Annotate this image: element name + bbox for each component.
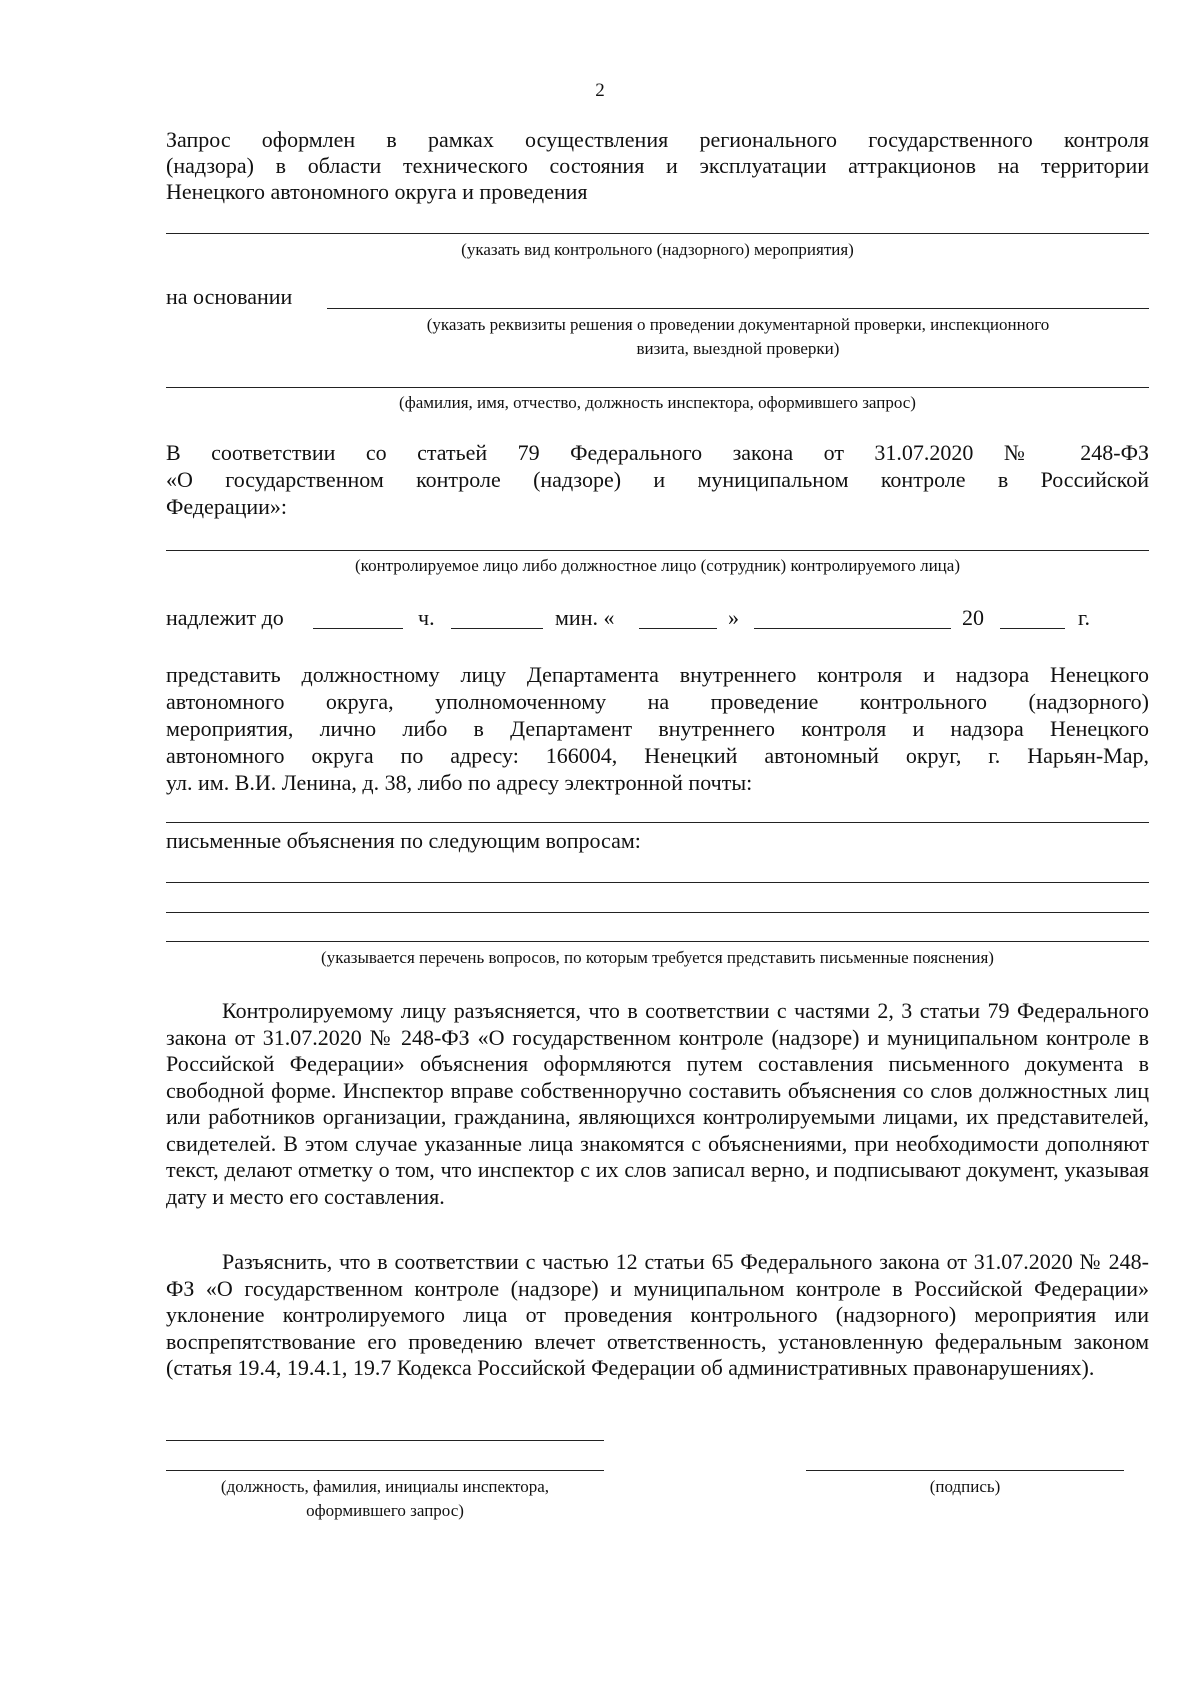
deadline-minutes-blank bbox=[451, 628, 543, 629]
intro-line-3: Ненецкого автономного округа и проведения bbox=[166, 179, 588, 204]
intro-line-2: (надзора) в области технического состояния и эксплуатации аттракционов на территории bbox=[166, 153, 1149, 178]
deadline-year-prefix: 20 bbox=[962, 605, 984, 630]
deadline-minutes-label: мин. « bbox=[555, 605, 615, 630]
submit-line-3: мероприятия, лично либо в Департамент внутреннего контроля и надзора Ненецкого bbox=[166, 716, 1149, 741]
question-blank-line-2 bbox=[166, 912, 1149, 913]
deadline-year-suffix: г. bbox=[1078, 605, 1091, 630]
question-blank-line-1 bbox=[166, 882, 1149, 883]
submit-line-2: автономного округа, уполномоченному на проведение контрольного (надзорного) bbox=[166, 689, 1149, 714]
deadline-hours-label: ч. bbox=[418, 605, 435, 630]
submit-line-1: представить должностному лицу Департамента внутреннего контроля и надзора Ненецкого bbox=[166, 662, 1149, 687]
intro-line-1: Запрос оформлен в рамках осуществления регионального государственного контроля bbox=[166, 127, 1149, 152]
controlled-person-caption: (контролируемое лицо либо должностное лицо (сотрудник) контролируемого лица) bbox=[355, 556, 960, 575]
submit-line-5: ул. им. В.И. Ленина, д. 38, либо по адресу электронной почты: bbox=[166, 770, 753, 795]
basis-label: на основании bbox=[166, 284, 293, 309]
warning-paragraph: Разъяснить, что в соответствии с частью 12 статьи 65 Федерального закона от 31.07.2020 № 248-ФЗ «О государственном контроле (надзоре) и муниципальном контроле в Российской Федерации» уклонение контролируемого лица от проведения контрольного (надзорного) мероприятия или воспрепятствование его проведению влечет ответственность, установленную федеральным законом (статья 19.4, 19.4.1, 19.7 Кодекса Российской Федерации об административных правонарушениях). bbox=[166, 1249, 1149, 1380]
signature-blank-line bbox=[806, 1470, 1124, 1471]
inspector-blank-line bbox=[166, 387, 1149, 388]
question-blank-line-3 bbox=[166, 941, 1149, 942]
event-type-caption: (указать вид контрольного (надзорного) мероприятия) bbox=[461, 240, 854, 259]
questions-caption: (указывается перечень вопросов, по которым требуется представить письменные пояснения) bbox=[321, 948, 994, 967]
law-ref-line-2: «О государственном контроле (надзоре) и муниципальном контроле в Российской bbox=[166, 467, 1149, 492]
law-ref-line-1: В соответствии со статьей 79 Федерального закона от 31.07.2020 № 248-ФЗ bbox=[166, 440, 1149, 465]
deadline-year-blank bbox=[1000, 628, 1065, 629]
submit-line-4: автономного округа по адресу: 166004, Ненецкий автономный округ, г. Нарьян-Мар, bbox=[166, 743, 1149, 768]
deadline-prefix: надлежит до bbox=[166, 605, 284, 630]
deadline-hours-blank bbox=[313, 628, 403, 629]
email-blank-line bbox=[166, 822, 1149, 823]
basis-caption-line-1: (указать реквизиты решения о проведении документарной проверки, инспекционного bbox=[426, 315, 1050, 334]
signature-caption: (подпись) bbox=[929, 1477, 1001, 1496]
inspector-caption: (фамилия, имя, отчество, должность инспектора, оформившего запрос) bbox=[399, 393, 916, 412]
questions-label: письменные объяснения по следующим вопросам: bbox=[166, 828, 641, 853]
basis-blank-line bbox=[327, 308, 1149, 309]
deadline-month-blank bbox=[754, 628, 951, 629]
deadline-quote-close: » bbox=[728, 605, 739, 630]
basis-caption-line-2: визита, выездной проверки) bbox=[636, 339, 840, 358]
law-ref-line-3: Федерации»: bbox=[166, 494, 288, 519]
deadline-day-blank bbox=[639, 628, 717, 629]
explanation-paragraph: Контролируемому лицу разъясняется, что в соответствии с частями 2, 3 статьи 79 Федерального закона от 31.07.2020 № 248-ФЗ «О государственном контроле (надзоре) и муниципальном контроле в Российской Федерации» объяснения оформляются путем составления письменного документа в свободной форме. Инспектор вправе собственноручно составить объяснения со слов должностных лиц или работников организации, гражданина, являющихся контролируемыми лицами, их представителей, свидетелей. В этом случае указанные лица знакомятся с объяснениями, при необходимости дополняют текст, делают отметку о том, что инспектор с их слов записал верно, и подписывают документ, указывая дату и место его составления. bbox=[166, 998, 1149, 1209]
page-number: 2 bbox=[595, 80, 605, 101]
position-blank-line-top bbox=[166, 1440, 604, 1441]
controlled-person-blank-line bbox=[166, 550, 1149, 551]
position-caption-line-2: оформившего запрос) bbox=[306, 1501, 464, 1520]
position-blank-line bbox=[166, 1470, 604, 1471]
position-caption-line-1: (должность, фамилия, инициалы инспектора, bbox=[220, 1477, 550, 1496]
event-type-blank-line bbox=[166, 233, 1149, 234]
